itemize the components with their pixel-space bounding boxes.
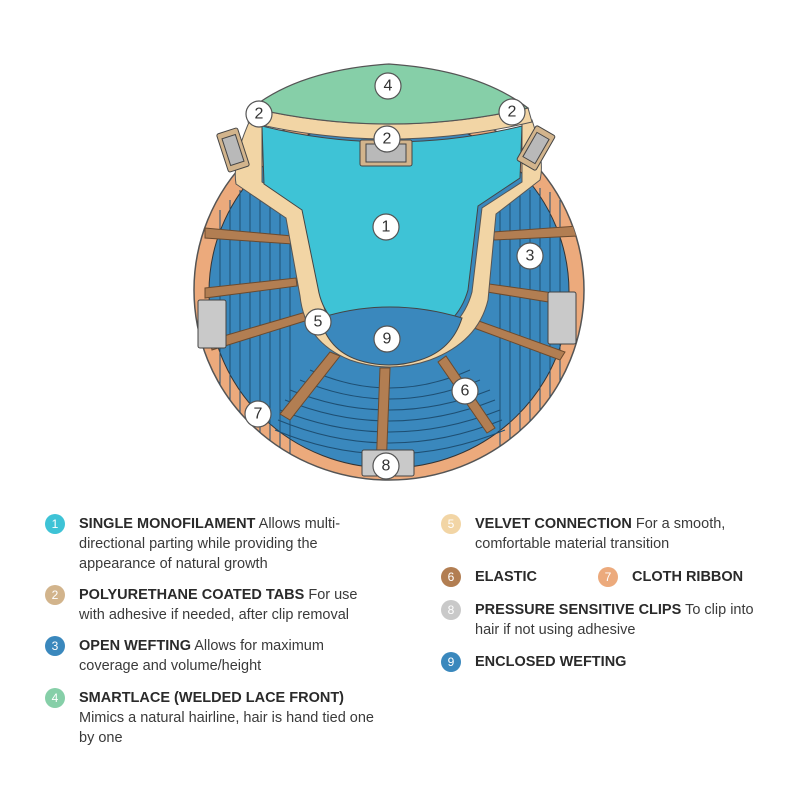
- legend-desc: Allows multi-directional parting while providing the appearance of natural growth: [79, 516, 341, 572]
- legend-badge-3: 3: [45, 636, 65, 656]
- legend-title: CLOTH RIBBON: [632, 569, 744, 585]
- callout-3: [517, 243, 543, 269]
- legend-badge-1: 1: [45, 514, 65, 534]
- svg-text:2: 2: [507, 103, 517, 121]
- legend-badge-6: 6: [441, 567, 461, 587]
- legend-badge-8: 8: [441, 600, 461, 620]
- callout-1: [373, 214, 399, 240]
- legend-desc: To clip into hair if not using adhesive: [475, 602, 754, 638]
- legend-badge-5: 5: [441, 514, 461, 534]
- callout-5: [305, 309, 331, 335]
- legend-title: VELVET CONNECTION: [475, 516, 632, 532]
- svg-text:8: 8: [381, 457, 391, 475]
- legend-title: POLYURETHANE COATED TABS: [79, 587, 305, 603]
- callout-9: [374, 326, 400, 352]
- legend-title: ELASTIC: [475, 569, 538, 585]
- svg-text:1: 1: [381, 218, 391, 236]
- legend-title: SMARTLACE (WELDED LACE FRONT): [79, 690, 345, 706]
- svg-text:6: 6: [460, 382, 470, 400]
- callout-4: [375, 73, 401, 99]
- svg-text:3: 3: [525, 247, 535, 265]
- legend-title: SINGLE MONOFILAMENT: [79, 516, 256, 532]
- svg-text:2: 2: [382, 130, 392, 148]
- svg-text:9: 9: [382, 330, 392, 348]
- callout-2-center: [374, 126, 400, 152]
- legend-desc: Allows for maximum coverage and volume/height: [79, 638, 324, 674]
- legend-badge-2: 2: [45, 585, 65, 605]
- legend-badge-9: 9: [441, 652, 461, 672]
- callout-2-right: [499, 99, 525, 125]
- svg-text:2: 2: [254, 105, 264, 123]
- legend-badge-7: 7: [598, 567, 618, 587]
- legend-desc: For use with adhesive if needed, after clip removal: [79, 587, 358, 623]
- legend-title: OPEN WEFTING: [79, 638, 191, 654]
- callout-7: [245, 401, 271, 427]
- svg-text:4: 4: [383, 77, 393, 95]
- svg-text:7: 7: [253, 405, 263, 423]
- callout-2-left: [246, 101, 272, 127]
- legend-title: ENCLOSED WEFTING: [475, 654, 627, 670]
- callout-6: [452, 378, 478, 404]
- svg-text:5: 5: [313, 313, 323, 331]
- legend-desc: Mimics a natural hairline, hair is hand tied one by one: [79, 710, 374, 746]
- legend-title: PRESSURE SENSITIVE CLIPS: [475, 602, 682, 618]
- callout-8: [373, 453, 399, 479]
- legend-badge-4: 4: [45, 688, 65, 708]
- legend-desc: For a smooth, comfortable material transition: [475, 516, 726, 552]
